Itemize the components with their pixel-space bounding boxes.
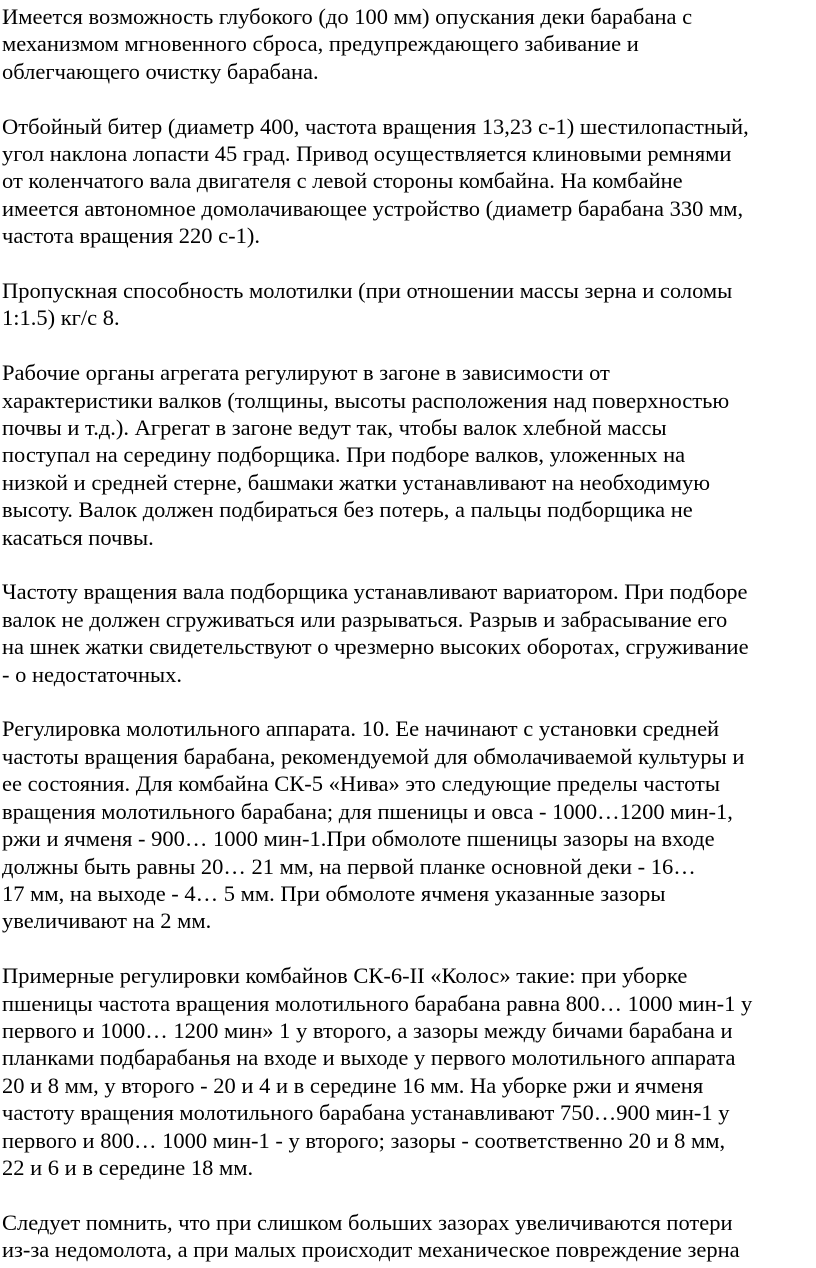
text-line: Рабочие органы агрегата регулируют в загоне в зависимости от bbox=[2, 360, 610, 386]
text-line: увеличивают на 2 мм. bbox=[2, 908, 212, 934]
paragraph bbox=[2, 113, 816, 250]
text-line: Частоту вращения вала подборщика устанавливают вариатором. При подборе bbox=[2, 579, 748, 605]
text-line: первого и 1000… 1200 мин» 1 у второго, а зазоры между бичами барабана и bbox=[2, 1017, 733, 1043]
text-line: - о недостаточных. bbox=[2, 661, 183, 687]
text-line: Отбойный битер (диаметр 400, частота вращения 13,23 с-1) шестилопастный, bbox=[2, 113, 749, 139]
text-line: Следует помнить, что при слишком больших зазорах увеличиваются потери bbox=[2, 1209, 733, 1235]
text-line: облегчающего очистку барабана. bbox=[2, 58, 319, 84]
text-line: Пропускная способность молотилки (при отношении массы зерна и соломы bbox=[2, 278, 733, 304]
paragraph bbox=[2, 578, 816, 688]
text-line: низкой и средней стерне, башмаки жатки устанавливают на необходимую bbox=[2, 469, 711, 495]
paragraph bbox=[2, 359, 816, 551]
text-line: должны быть равны 20… 21 мм, на первой планке основной деки - 16… bbox=[2, 853, 696, 879]
text-line: вращения молотильного барабана; для пшеницы и овса - 1000…1200 мин-1, bbox=[2, 798, 733, 824]
text-line: планками подбарабанья на входе и выходе у первого молотильного аппарата bbox=[2, 1045, 736, 1071]
text-line: ее состояния. Для комбайна СК-5 «Нива» это следующие пределы частоты bbox=[2, 771, 720, 797]
paragraph bbox=[2, 715, 816, 934]
text-line: почвы и т.д.). Агрегат в загоне ведут так, чтобы валок хлебной массы bbox=[2, 415, 667, 441]
text-line: из-за недомолота, а при малых происходит механическое повреждение зерна bbox=[2, 1237, 740, 1263]
text-line: имеется автономное домолачивающее устройство (диаметр барабана 330 мм, bbox=[2, 195, 744, 221]
text-line: Имеется возможность глубокого (до 100 мм) опускания деки барабана с bbox=[2, 4, 693, 29]
text-line: касаться почвы. bbox=[2, 524, 154, 550]
text-line: поступал на середину подборщика. При подборе валков, уложенных на bbox=[2, 442, 686, 468]
text-line: от коленчатого вала двигателя с левой стороны комбайна. На комбайне bbox=[2, 168, 683, 194]
paragraph bbox=[2, 962, 816, 1181]
text-line: частота вращения 220 с-1). bbox=[2, 223, 260, 249]
text-line: 22 и 6 и в середине 18 мм. bbox=[2, 1154, 254, 1180]
text-line: высоту. Валок должен подбираться без потерь, а пальцы подборщика не bbox=[2, 497, 693, 523]
text-line: Примерные регулировки комбайнов СК-6-II «Колос» такие: при уборке bbox=[2, 963, 688, 989]
paragraph bbox=[2, 277, 816, 332]
text-line: пшеницы частота вращения молотильного барабана равна 800… 1000 мин-1 у bbox=[2, 990, 753, 1016]
text-line: механизмом мгновенного сброса, предупреждающего забивание и bbox=[2, 31, 639, 57]
text-line: 17 мм, на выходе - 4… 5 мм. При обмолоте ячменя указанные зазоры bbox=[2, 880, 666, 906]
text-line: угол наклона лопасти 45 град. Привод осуществляется клиновыми ремнями bbox=[2, 141, 732, 167]
text-line: первого и 800… 1000 мин-1 - у второго; зазоры - соответственно 20 и 8 мм, bbox=[2, 1127, 726, 1153]
text-line: ржи и ячменя - 900… 1000 мин-1.При обмолоте пшеницы зазоры на входе bbox=[2, 826, 715, 852]
text-line: Регулировка молотильного аппарата. 10. Ее начинают с установки средней bbox=[2, 716, 720, 742]
text-line: характеристики валков (толщины, высоты расположения над поверхностью bbox=[2, 387, 730, 413]
text-line: частоту вращения молотильного барабана устанавливают 750…900 мин-1 у bbox=[2, 1100, 730, 1126]
text-line: на шнек жатки свидетельствуют о чрезмерно высоких оборотах, сгруживание bbox=[2, 634, 749, 660]
text-line: валок не должен сгруживаться или разрываться. Разрыв и забрасывание его bbox=[2, 606, 728, 632]
text-line: 20 и 8 мм, у второго - 20 и 4 и в середине 16 мм. На уборке ржи и ячменя bbox=[2, 1072, 704, 1098]
text-line: частоты вращения барабана, рекомендуемой для обмолачиваемой культуры и bbox=[2, 743, 745, 769]
paragraph bbox=[2, 1209, 816, 1264]
paragraph bbox=[2, 3, 816, 85]
text-line: 1:1.5) кг/с 8. bbox=[2, 305, 120, 331]
